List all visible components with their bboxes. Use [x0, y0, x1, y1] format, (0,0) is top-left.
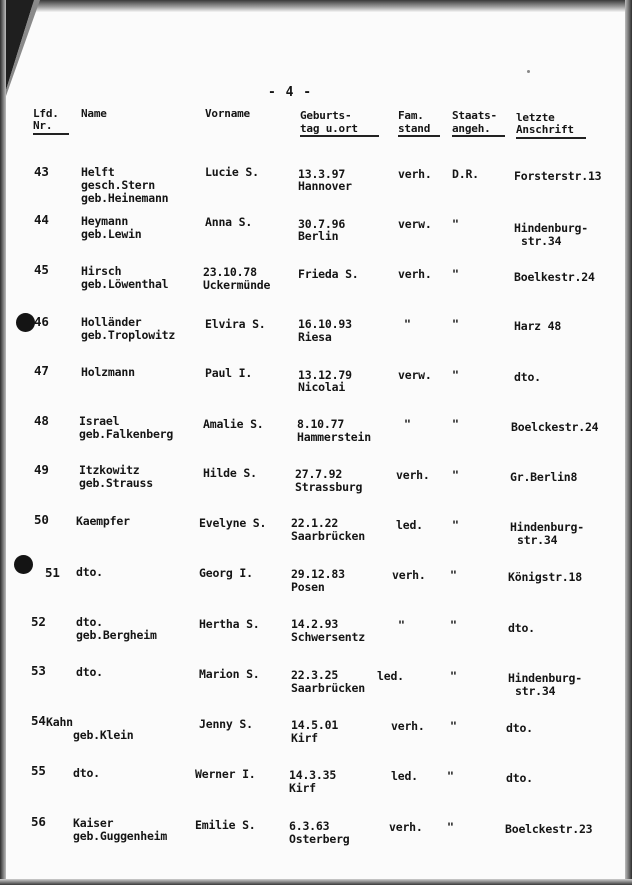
row-birth-date: 16.10.93 [298, 317, 352, 331]
row-address-line2: str.34 [521, 234, 562, 248]
row-birth-date: 22.3.25 [291, 668, 339, 682]
header-name: Name [81, 107, 107, 120]
header-tag-ort: tag u.ort [300, 122, 358, 135]
row-family-status: " [398, 618, 405, 632]
row-address: Harz 48 [514, 319, 562, 333]
row-address: dto. [506, 771, 533, 785]
row-vorname: Marion S. [199, 667, 260, 681]
row-birth-place: Hammerstein [297, 430, 371, 444]
row-name-line2: geb.Löwenthal [81, 277, 169, 291]
row-nationality: " [450, 618, 457, 632]
header-underline-geburt [300, 135, 379, 137]
header-underline-fam [398, 135, 440, 137]
header-stand: stand [398, 122, 431, 135]
scan-edge-top [0, 0, 632, 12]
row-address: Königstr.18 [508, 570, 582, 584]
row-birth-date: Frieda S. [298, 267, 359, 281]
row-family-status: verh. [398, 267, 432, 281]
header-vorname: Vorname [205, 107, 250, 120]
row-family-status: verh. [398, 167, 432, 181]
row-birth-place: Schwersentz [291, 630, 365, 644]
row-family-status: " [404, 317, 411, 331]
row-name: Holzmann [81, 365, 135, 379]
row-address: Gr.Berlin8 [510, 470, 578, 484]
row-address: Hindenburg- [514, 221, 588, 235]
row-vorname: Amalie S. [203, 417, 264, 431]
header-underline-lfd [33, 133, 69, 135]
row-vorname: 23.10.78 [203, 265, 257, 279]
row-nr: 46 [34, 314, 49, 329]
row-nr: 52 [31, 614, 46, 629]
row-nr: 50 [34, 512, 49, 527]
header-underline-anschrift [516, 137, 586, 139]
row-birth-date: 27.7.92 [295, 467, 343, 481]
row-birth-date: 8.10.77 [297, 417, 345, 431]
header-fam: Fam. [398, 109, 424, 122]
row-birth-date: 14.5.01 [291, 718, 339, 732]
header-underline-staats [452, 135, 505, 137]
header-geburts: Geburts- [300, 109, 352, 122]
row-family-status: verh. [392, 568, 426, 582]
row-family-status: verh. [391, 719, 425, 733]
row-birth-date: 6.3.63 [289, 819, 330, 833]
row-vorname: Jenny S. [199, 717, 253, 731]
row-family-status: " [404, 417, 411, 431]
row-nationality: " [452, 468, 459, 482]
row-vorname: Hertha S. [199, 617, 260, 631]
row-address: Boelkestr.24 [514, 270, 595, 284]
row-nationality: " [450, 669, 457, 683]
row-name-line2: geb.Klein [73, 728, 134, 742]
row-nr: 47 [34, 363, 49, 378]
row-nationality: " [447, 820, 454, 834]
row-address-line2: str.34 [517, 533, 558, 547]
row-nr: 44 [34, 212, 49, 227]
punch-hole [14, 555, 33, 574]
row-name: Israel [79, 414, 120, 428]
row-birth-date: 13.3.97 [298, 167, 346, 181]
row-nr: 49 [34, 462, 49, 477]
page-number: - 4 - [268, 85, 313, 100]
row-nationality: " [452, 217, 459, 231]
row-vorname: Anna S. [205, 215, 253, 229]
row-nr: 54 [31, 713, 46, 728]
scan-edge-left [0, 0, 6, 885]
row-address: Boelckestr.23 [505, 822, 593, 836]
row-birth-date: 30.7.96 [298, 217, 346, 231]
row-name: dto. [76, 665, 103, 679]
row-name-line2: geb.Bergheim [76, 628, 157, 642]
row-vorname: Elvira S. [205, 317, 266, 331]
row-name: dto. [76, 615, 103, 629]
row-nationality: " [447, 769, 454, 783]
row-name-line2: gesch.Stern [81, 178, 155, 192]
row-birth-place: Nicolai [298, 380, 346, 394]
header-nr: Nr. [33, 119, 53, 132]
scan-speck [527, 70, 530, 73]
row-name: Hirsch [81, 264, 122, 278]
scan-edge-bottom [0, 879, 632, 885]
row-name: Kaempfer [76, 514, 130, 528]
row-birth-place: Osterberg [289, 832, 350, 846]
punch-hole [16, 313, 35, 332]
row-birth-place: Posen [291, 580, 325, 594]
row-birth-place: Hannover [298, 179, 352, 193]
row-nationality: " [450, 719, 457, 733]
row-vorname: Werner I. [195, 767, 256, 781]
row-name: dto. [73, 766, 100, 780]
row-vorname: Georg I. [199, 566, 253, 580]
row-nr: 53 [31, 663, 46, 678]
row-address: dto. [506, 721, 533, 735]
row-family-status: verw. [398, 368, 432, 382]
row-birth-place: Strassburg [295, 480, 363, 494]
row-birth-date: 14.2.93 [291, 617, 339, 631]
header-angeh: angeh. [452, 122, 491, 135]
row-birth-place: Saarbrücken [291, 681, 365, 695]
row-birth-place: Berlin [298, 229, 339, 243]
row-family-status: verw. [398, 217, 432, 231]
row-family-status: verh. [396, 468, 430, 482]
row-vorname-line2: Uckermünde [203, 278, 271, 292]
row-nationality: D.R. [452, 167, 479, 181]
row-nationality: " [450, 568, 457, 582]
folded-corner [0, 0, 40, 100]
row-birth-place: Saarbrücken [291, 529, 365, 543]
row-birth-date: 29.12.83 [291, 567, 345, 581]
row-name: Holländer [81, 315, 142, 329]
row-address: Hindenburg- [510, 520, 584, 534]
row-birth-date: 22.1.22 [291, 516, 339, 530]
row-nr: 55 [31, 763, 46, 778]
row-vorname: Evelyne S. [199, 516, 267, 530]
row-name: Itzkowitz [79, 463, 140, 477]
row-birth-place: Riesa [298, 330, 332, 344]
row-address-line2: str.34 [515, 684, 556, 698]
row-name-line2: geb.Lewin [81, 227, 142, 241]
row-birth-date: 14.3.35 [289, 768, 337, 782]
header-lfd: Lfd. [33, 107, 59, 120]
row-address: Hindenburg- [508, 671, 582, 685]
row-name-line2: geb.Strauss [79, 476, 153, 490]
row-nationality: " [452, 518, 459, 532]
row-name-line2: geb.Falkenberg [79, 427, 174, 441]
header-anschrift: Anschrift [516, 123, 574, 136]
row-nationality: " [452, 368, 459, 382]
row-family-status: led. [377, 669, 404, 683]
row-vorname: Lucie S. [205, 165, 259, 179]
row-address: Boelckestr.24 [511, 420, 599, 434]
row-name: Kahn [46, 715, 73, 729]
row-address: dto. [514, 370, 541, 384]
row-nr: 43 [34, 164, 49, 179]
row-birth-place: Kirf [289, 781, 316, 795]
header-letzte: letzte [516, 111, 555, 124]
row-address: dto. [508, 621, 535, 635]
row-nr: 56 [31, 814, 46, 829]
row-family-status: led. [396, 518, 423, 532]
row-nationality: " [452, 417, 459, 431]
row-name: Helft [81, 165, 115, 179]
row-nr: 51 [45, 565, 60, 580]
row-name-line2: geb.Guggenheim [73, 829, 168, 843]
row-address: Forsterstr.13 [514, 169, 602, 183]
row-name: Kaiser [73, 816, 114, 830]
row-name-line3: geb.Heinemann [81, 191, 169, 205]
header-staats: Staats- [452, 109, 497, 122]
row-name-line2: geb.Troplowitz [81, 328, 176, 342]
scan-edge-right [625, 0, 632, 885]
row-vorname: Emilie S. [195, 818, 256, 832]
row-nr: 45 [34, 262, 49, 277]
row-vorname: Hilde S. [203, 466, 257, 480]
row-name: Heymann [81, 214, 129, 228]
row-name: dto. [76, 565, 103, 579]
row-birth-date: 13.12.79 [298, 368, 352, 382]
row-nr: 48 [34, 413, 49, 428]
row-family-status: verh. [389, 820, 423, 834]
row-family-status: led. [391, 769, 418, 783]
row-nationality: " [452, 317, 459, 331]
row-vorname: Paul I. [205, 366, 253, 380]
row-nationality: " [452, 267, 459, 281]
row-birth-place: Kirf [291, 731, 318, 745]
